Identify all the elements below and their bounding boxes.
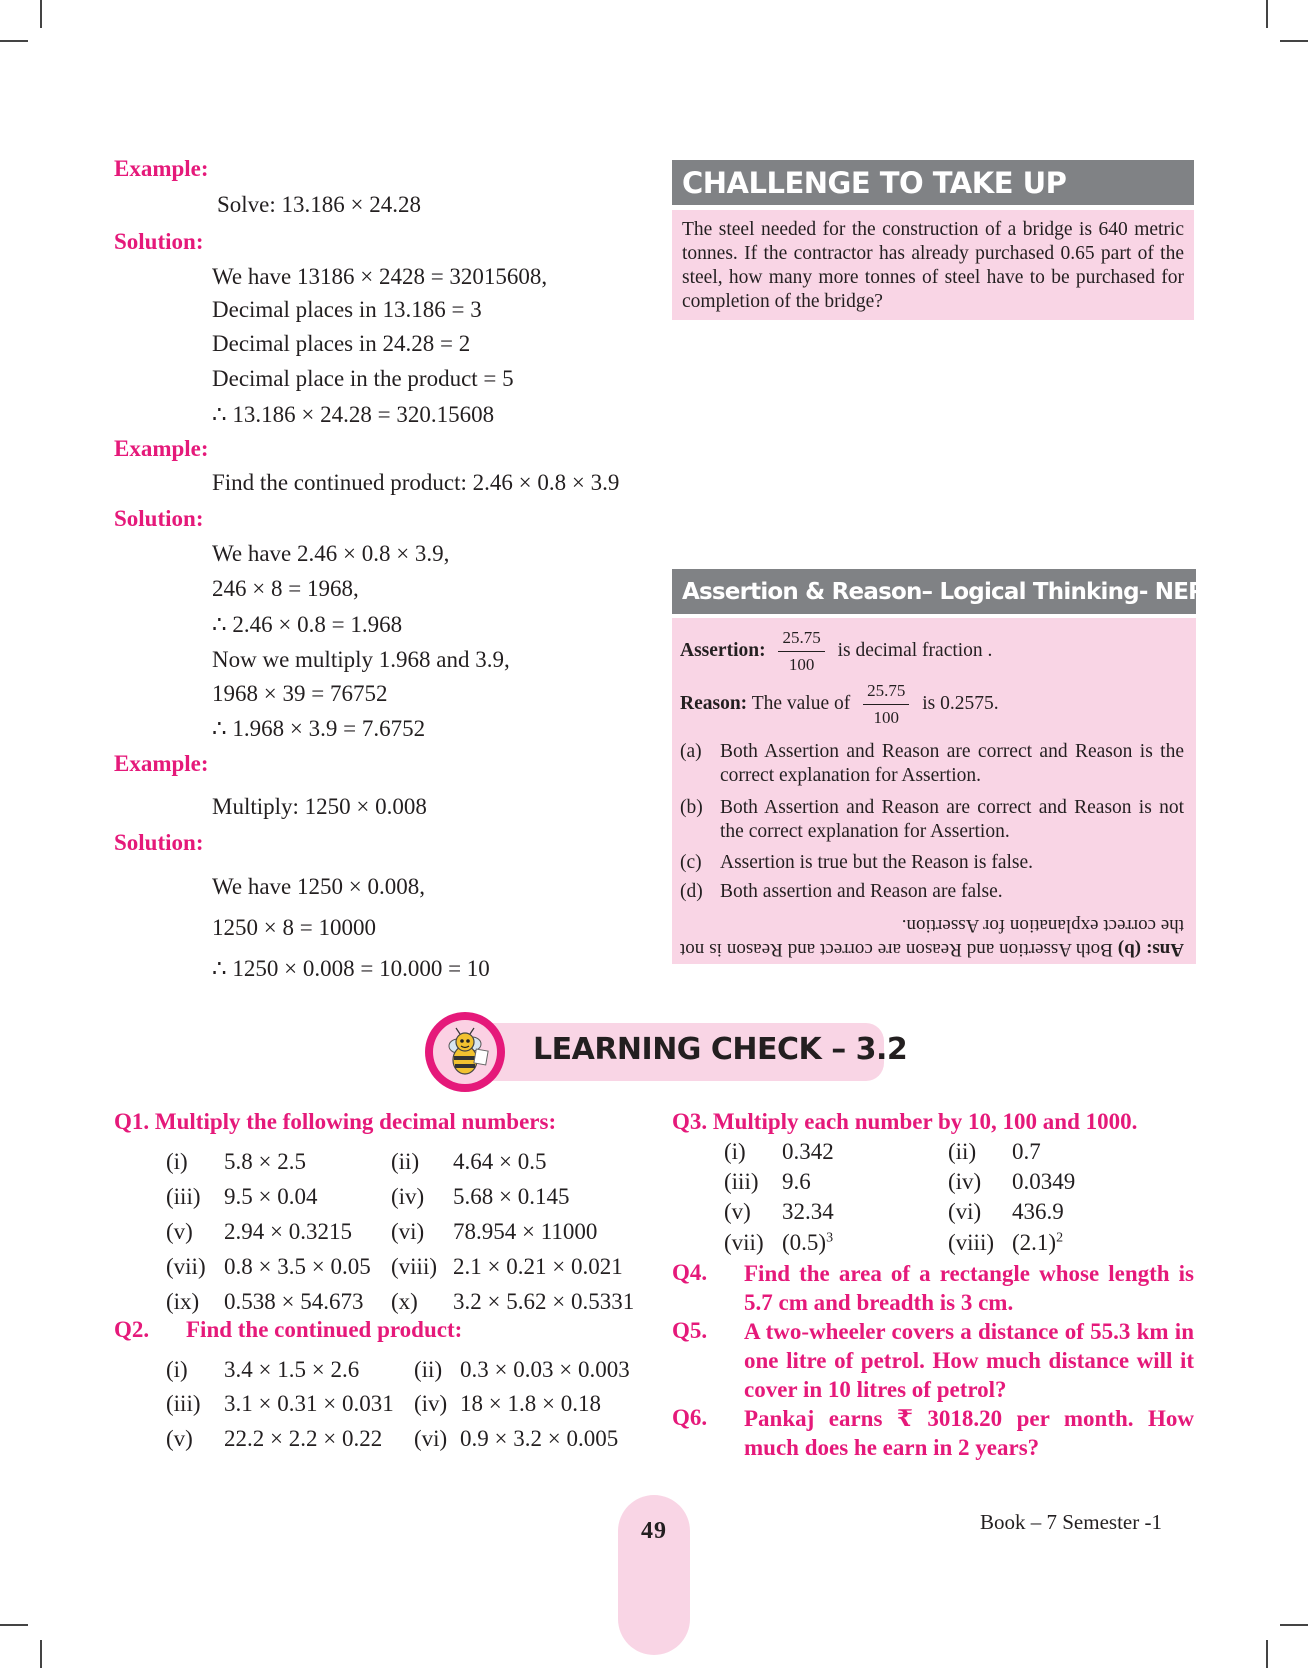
- option-key: (c): [680, 852, 702, 873]
- option-key: (a): [680, 741, 702, 762]
- q5-number: Q5.: [672, 1318, 708, 1343]
- fraction-denominator: 100: [873, 708, 899, 727]
- fraction-numerator: 25.75: [863, 681, 909, 705]
- solution-line: Now we multiply 1.968 and 3.9,: [212, 647, 510, 672]
- option-text: Both Assertion and Reason are correct and Reason is not the correct explanation for Assertion.: [720, 797, 1184, 842]
- item-key: (i): [166, 1149, 188, 1174]
- example-problem: Solve: 13.186 × 24.28: [217, 192, 422, 217]
- item-key: (iii): [166, 1391, 201, 1416]
- option-text: Both Assertion and Reason are correct and Reason is the correct explanation for Assertion.: [720, 741, 1184, 786]
- answer-text: Both Assertion and Reason are correct and Reason is not the correct explanation for Assertion.: [679, 915, 1184, 960]
- item-value: 0.0349: [1012, 1169, 1076, 1194]
- reason-prefix: The value of: [751, 692, 851, 714]
- solution-line: ∴ 1.968 × 3.9 = 7.6752: [212, 716, 426, 741]
- item-key: (ii): [414, 1357, 443, 1382]
- item-key: (v): [724, 1199, 751, 1224]
- upside-down-answer: [680, 913, 1184, 961]
- q5-text: A two-wheeler covers a distance of 55.3 km in one litre of petrol. How much distance will it cover in 10 litres of petrol?: [744, 1319, 1194, 1402]
- solution-line: We have 1250 × 0.008,: [212, 874, 425, 899]
- option-d: [680, 880, 1184, 904]
- q4-number: Q4.: [672, 1260, 708, 1285]
- item-value: 436.9: [1012, 1199, 1064, 1224]
- item-key: (viii): [948, 1230, 994, 1255]
- reason-line: [680, 681, 999, 728]
- assertion-reason-body: [672, 618, 1196, 964]
- item-value: 22.2 × 2.2 × 0.22: [224, 1426, 383, 1451]
- item-value: 0.3 × 0.03 × 0.003: [460, 1357, 630, 1382]
- item-key: (vi): [391, 1219, 425, 1244]
- assertion-fraction: [778, 628, 824, 675]
- q2-heading: Find the continued product:: [186, 1317, 463, 1342]
- learning-check-title: LEARNING CHECK – 3.2: [533, 1032, 908, 1067]
- reason-label: Reason:: [680, 692, 748, 714]
- challenge-heading: CHALLENGE TO TAKE UP: [672, 160, 1194, 205]
- item-key: (vii): [166, 1254, 206, 1279]
- bee-mascot-icon: [438, 1026, 494, 1082]
- solution-line: We have 13186 × 2428 = 32015608,: [212, 264, 548, 289]
- q1-heading: Q1. Multiply the following decimal numbers:: [114, 1109, 557, 1134]
- option-text: Both assertion and Reason are false.: [720, 881, 1003, 902]
- solution-line: We have 2.46 × 0.8 × 3.9,: [212, 541, 450, 566]
- item-value: 3.2 × 5.62 × 0.5331: [453, 1289, 635, 1314]
- item-key: (iv): [948, 1169, 982, 1194]
- solution-line: Decimal places in 13.186 = 3: [212, 297, 482, 322]
- item-key: (viii): [391, 1254, 437, 1279]
- solution-line: 1250 × 8 = 10000: [212, 915, 376, 940]
- q6-number: Q6.: [672, 1405, 708, 1430]
- crop-mark: [40, 0, 42, 28]
- example-label: Example:: [114, 751, 209, 776]
- item-value: 0.342: [782, 1139, 834, 1164]
- item-value: 0.8 × 3.5 × 0.05: [224, 1254, 371, 1279]
- item-key: (x): [391, 1289, 418, 1314]
- option-key: (d): [680, 881, 703, 902]
- item-key: (iii): [724, 1169, 759, 1194]
- reason-fraction: [863, 681, 909, 728]
- item-key: (vii): [724, 1230, 764, 1255]
- crop-mark: [1280, 40, 1308, 42]
- solution-line: ∴ 1250 × 0.008 = 10.000 = 10: [212, 956, 490, 981]
- item-key: (iv): [414, 1391, 448, 1416]
- assertion-reason-heading: Assertion & Reason– Logical Thinking- NEP 2020: [672, 569, 1196, 614]
- q2-number: Q2.: [114, 1317, 150, 1342]
- solution-line: Decimal places in 24.28 = 2: [212, 331, 471, 356]
- item-key: (vi): [414, 1426, 448, 1451]
- item-value: 0.9 × 3.2 × 0.005: [460, 1426, 619, 1451]
- crop-mark: [40, 1640, 42, 1668]
- assertion-label: Assertion:: [680, 639, 766, 661]
- fraction-denominator: 100: [788, 655, 815, 674]
- item-value: 0.7: [1012, 1139, 1041, 1164]
- item-key: (ii): [948, 1139, 977, 1164]
- option-b: [680, 796, 1184, 844]
- item-key: (iv): [391, 1184, 425, 1209]
- item-key: (vi): [948, 1199, 982, 1224]
- item-value: 32.34: [782, 1199, 834, 1224]
- option-a: [680, 740, 1184, 788]
- challenge-box: [672, 160, 1194, 320]
- solution-line: Decimal place in the product = 5: [212, 366, 514, 391]
- example-problem: Multiply: 1250 × 0.008: [212, 794, 427, 819]
- solution-line: 1968 × 39 = 76752: [212, 681, 388, 706]
- item-value: 9.5 × 0.04: [224, 1184, 318, 1209]
- item-value: 2.94 × 0.3215: [224, 1219, 352, 1244]
- item-value: 9.6: [782, 1169, 811, 1194]
- item-key: (iii): [166, 1184, 201, 1209]
- q3-heading: Q3. Multiply each number by 10, 100 and 1000.: [672, 1109, 1138, 1134]
- crop-mark: [1280, 1624, 1308, 1626]
- assertion-line: [680, 628, 992, 675]
- solution-label: Solution:: [114, 830, 204, 855]
- solution-line: ∴ 13.186 × 24.28 = 320.15608: [212, 402, 495, 427]
- example-label: Example:: [114, 436, 209, 461]
- item-value: 5.8 × 2.5: [224, 1149, 306, 1174]
- item-value: [782, 1230, 833, 1256]
- crop-mark: [1266, 1640, 1268, 1668]
- item-value: 5.68 × 0.145: [453, 1184, 570, 1209]
- item-value: 0.538 × 54.673: [224, 1289, 364, 1314]
- answer-label: Ans: (b): [1117, 939, 1184, 960]
- item-value: 2.1 × 0.21 × 0.021: [453, 1254, 623, 1279]
- item-key: (ii): [391, 1149, 420, 1174]
- item-value: 4.64 × 0.5: [453, 1149, 547, 1174]
- option-text: Assertion is true but the Reason is false.: [720, 852, 1034, 873]
- q4-text: Find the area of a rectangle whose length is 5.7 cm and breadth is 3 cm.: [744, 1261, 1194, 1315]
- q6-text: Pankaj earns ₹ 3018.20 per month. How much does he earn in 2 years?: [744, 1406, 1194, 1460]
- challenge-text: The steel needed for the construction of a bridge is 640 metric tonnes. If the contractor has already purchased 0.65 part of the steel, how many more tonnes of steel have to be purchased for completion of the bridge?: [672, 210, 1194, 320]
- reason-text: is 0.2575.: [922, 692, 999, 714]
- power-exponent: 3: [826, 1230, 834, 1246]
- item-key: (i): [724, 1139, 746, 1164]
- item-key: (i): [166, 1357, 188, 1382]
- crop-mark: [0, 40, 28, 42]
- item-key: (v): [166, 1219, 193, 1244]
- item-value: 18 × 1.8 × 0.18: [460, 1391, 601, 1416]
- fraction-numerator: 25.75: [778, 628, 824, 652]
- assertion-text: is decimal fraction .: [837, 639, 993, 661]
- item-value: 3.1 × 0.31 × 0.031: [224, 1391, 394, 1416]
- option-key: (b): [680, 797, 703, 818]
- option-c: [680, 851, 1184, 875]
- solution-label: Solution:: [114, 229, 204, 254]
- book-label: Book – 7 Semester -1: [980, 1510, 1162, 1534]
- item-value: 78.954 × 11000: [453, 1219, 598, 1244]
- solution-label: Solution:: [114, 506, 204, 531]
- item-value: [1012, 1230, 1063, 1256]
- crop-mark: [1266, 0, 1268, 28]
- example-problem: Find the continued product: 2.46 × 0.8 × 3.9: [212, 470, 620, 495]
- item-key: (ix): [166, 1289, 200, 1314]
- power-base: (2.1): [1012, 1230, 1057, 1255]
- solution-line: 246 × 8 = 1968,: [212, 576, 359, 601]
- example-label: Example:: [114, 156, 209, 181]
- crop-mark: [0, 1624, 28, 1626]
- item-value: 3.4 × 1.5 × 2.6: [224, 1357, 360, 1382]
- solution-line: ∴ 2.46 × 0.8 = 1.968: [212, 612, 403, 637]
- power-base: (0.5): [782, 1230, 827, 1255]
- power-exponent: 2: [1056, 1230, 1064, 1246]
- page-number: 49: [641, 1518, 667, 1544]
- item-key: (v): [166, 1426, 193, 1451]
- assertion-reason-box: [672, 569, 1273, 964]
